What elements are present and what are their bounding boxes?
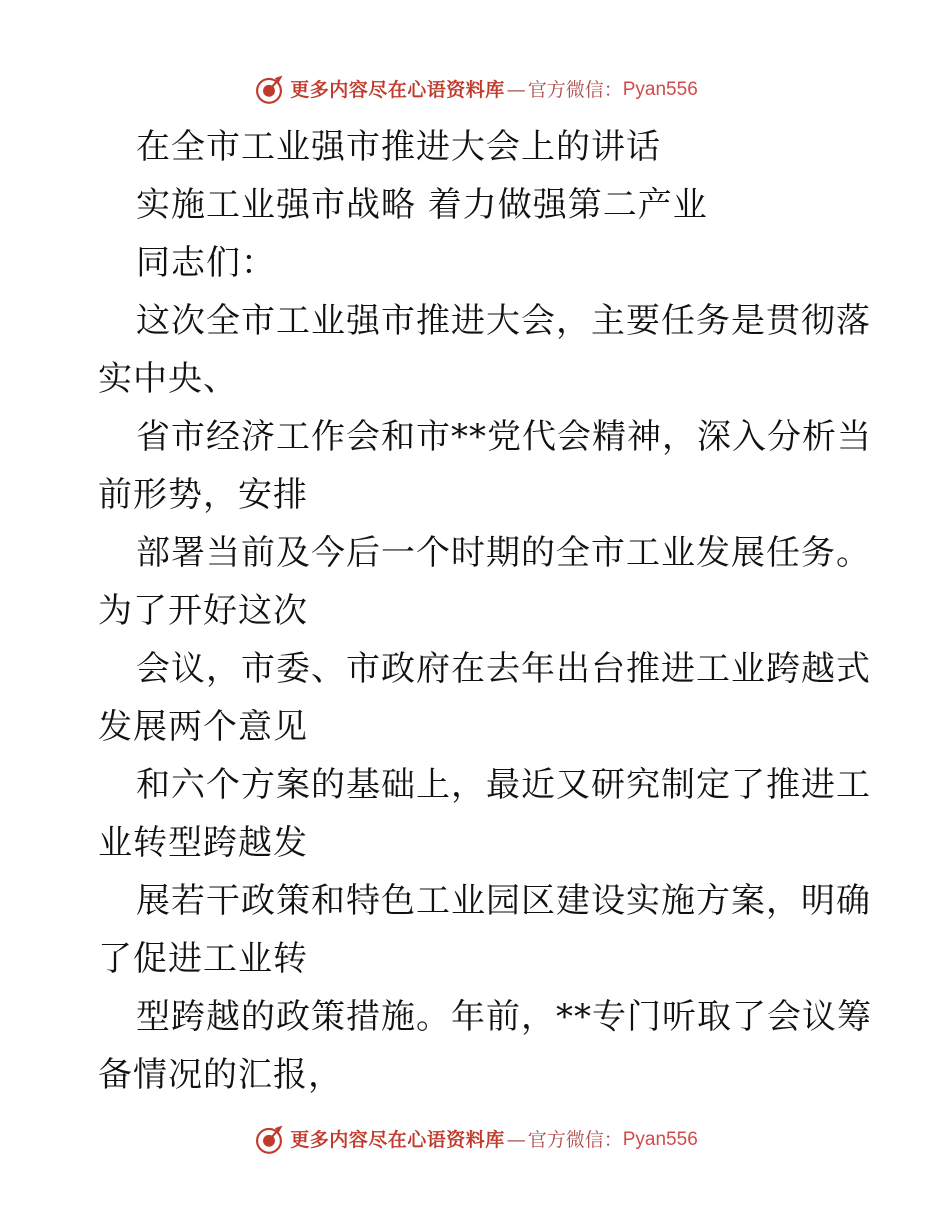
text-line: 和六个方案的基础上，最近又研究制定了推进工	[136, 765, 871, 805]
banner-main-text: 更多内容尽在心语资料库	[290, 1129, 505, 1151]
banner-wechat-label: 官方微信：	[527, 1129, 623, 1151]
text-line: 业转型跨越发	[98, 823, 308, 863]
text-line: 备情况的汇报，	[98, 1055, 343, 1095]
text-line: 部署当前及今后一个时期的全市工业发展任务。	[136, 533, 871, 573]
text-line: 发展两个意见	[98, 707, 308, 747]
text-line: 了促进工业转	[98, 939, 308, 979]
banner-wechat-id: Pyan556	[622, 1129, 698, 1150]
text-line: 省市经济工作会和市**党代会精神，深入分析当	[136, 417, 872, 457]
banner-wechat-label: 官方微信：	[527, 79, 623, 101]
text-line: 会议，市委、市政府在去年出台推进工业跨越式	[136, 649, 871, 689]
banner-dash: —	[506, 1129, 526, 1151]
banner-wechat-id: Pyan556	[622, 79, 698, 100]
brush-logo-icon	[252, 73, 286, 107]
text-line: 这次全市工业强市推进大会，主要任务是贯彻落	[136, 301, 871, 341]
banner-main-text: 更多内容尽在心语资料库	[290, 79, 505, 101]
text-line: 实中央、	[98, 359, 238, 399]
text-line: 型跨越的政策措施。年前，**专门听取了会议筹	[136, 997, 872, 1037]
text-line: 展若干政策和特色工业园区建设实施方案，明确	[136, 881, 871, 921]
speech-subtitle: 实施工业强市战略 着力做强第二产业	[136, 185, 708, 225]
header-banner	[0, 70, 950, 110]
text-line: 前形势，安排	[98, 475, 308, 515]
banner-dash: —	[506, 79, 526, 101]
salutation: 同志们：	[136, 243, 276, 283]
text-line: 为了开好这次	[98, 591, 308, 631]
footer-banner	[0, 1120, 950, 1160]
speech-title: 在全市工业强市推进大会上的讲话	[136, 127, 661, 167]
brush-logo-icon	[252, 1123, 286, 1157]
